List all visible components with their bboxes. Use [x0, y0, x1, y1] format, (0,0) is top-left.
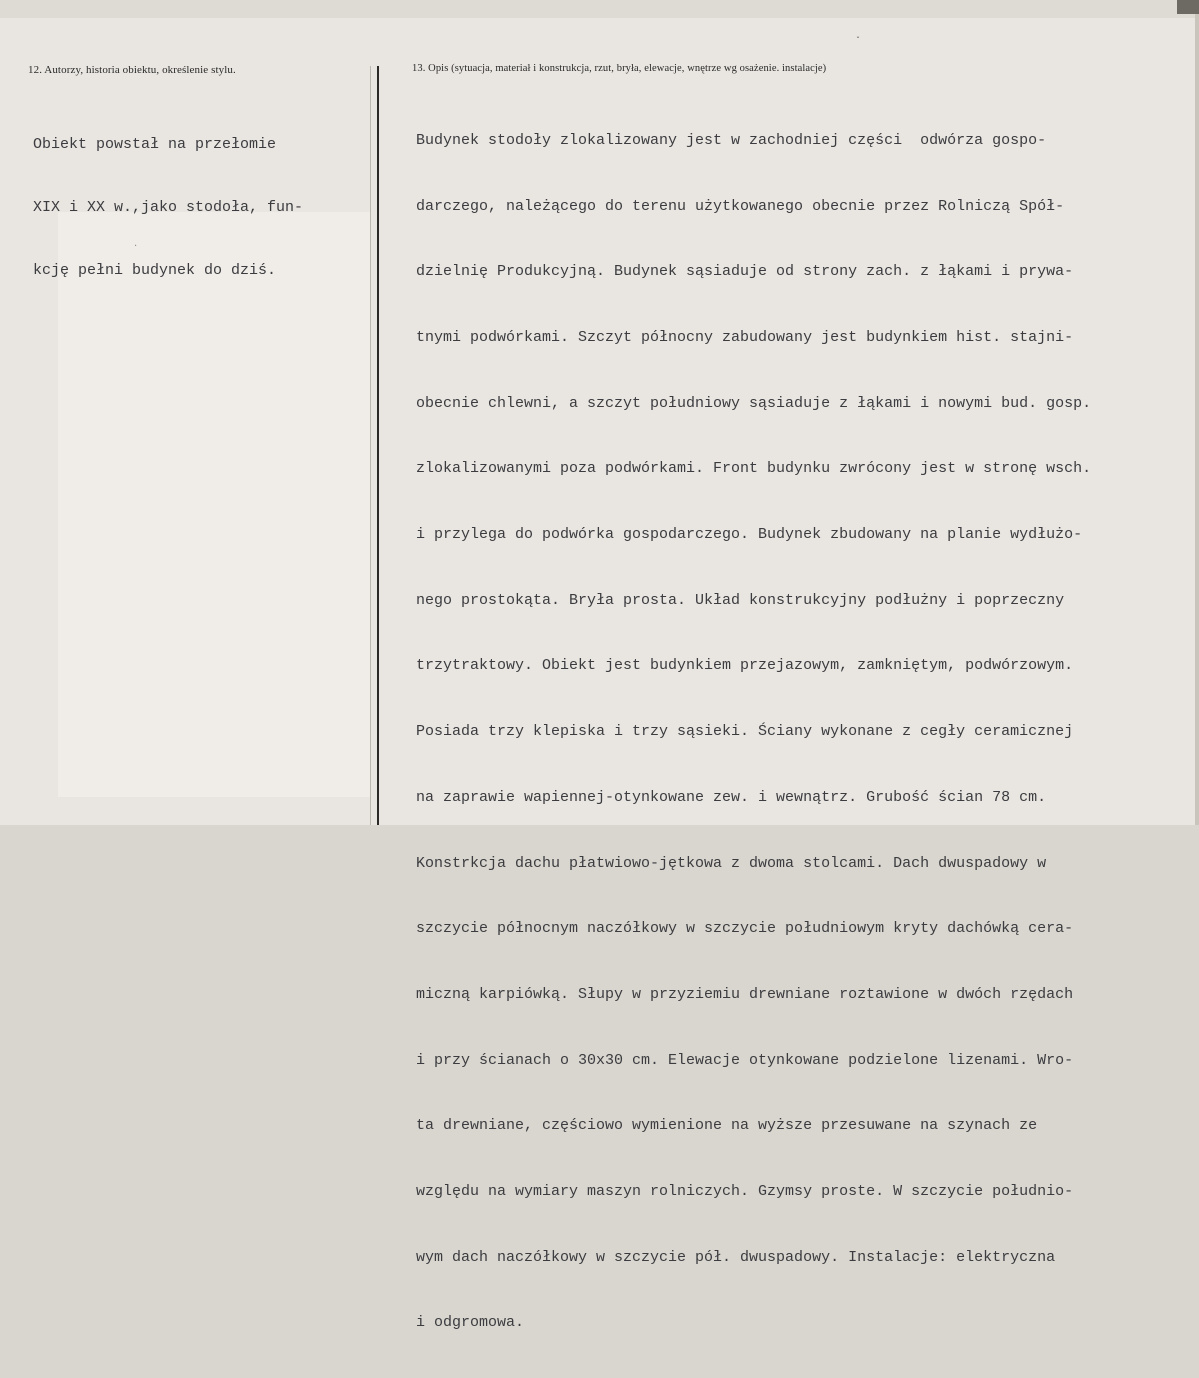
column-divider-shadow: [370, 66, 371, 825]
field-12-line: XIX i XX w.,jako stodoła, fun-: [33, 199, 304, 216]
field-13-line: i przylega do podwórka gospodarczego. Budynek zbudowany na planie wydłużo-: [416, 526, 1083, 544]
field-13-line: i odgromowa.: [416, 1314, 525, 1332]
field-13-line: na zaprawie wapiennej-otynkowane zew. i wewnątrz. Grubość ścian 78 cm.: [416, 788, 1047, 806]
field-13-line: trzytraktowy. Obiekt jest budynkiem przejazowym, zamkniętym, podwórzowym.: [416, 657, 1074, 675]
field-13-line: ta drewniane, częściowo wymienione na wyższe przesuwane na szynach ze: [416, 1117, 1038, 1135]
paper-right-edge: [1195, 0, 1199, 825]
field-13-line: wym dach naczółkowy w szczycie pół. dwuspadowy. Instalacje: elektryczna: [416, 1248, 1056, 1266]
field-13-line: Posiada trzy klepiska i trzy sąsieki. Ściany wykonane z cegły ceramicznej: [416, 723, 1074, 741]
field-13-line: miczną karpiówką. Słupy w przyziemiu drewniane roztawione w dwóch rzędach: [416, 985, 1074, 1003]
field-13-line: względu na wymiary maszyn rolniczych. Gzymsy proste. W szczycie południo-: [416, 1183, 1074, 1201]
scan-corner-shadow: [1177, 0, 1199, 14]
field-13-line: dzielnię Produkcyjną. Budynek sąsiaduje od strony zach. z łąkami i prywa-: [416, 263, 1074, 281]
ink-speck: ˇ: [856, 36, 860, 45]
field-12-line: Obiekt powstał na przełomie: [33, 136, 277, 153]
field-13-line: Budynek stodoły zlokalizowany jest w zachodniej części odwórza gospo-: [416, 131, 1047, 149]
field-13-line: obecnie chlewni, a szczyt południowy sąsiaduje z łąkami i nowymi bud. gosp.: [416, 394, 1092, 412]
field-13-line: Konstrkcja dachu płatwiowo-jętkowa z dwoma stolcami. Dach dwuspadowy w: [416, 854, 1047, 872]
paper-top-edge: [0, 0, 1199, 18]
ink-speck: .: [134, 238, 138, 249]
field-13-line: nego prostokąta. Bryła prosta. Układ konstrukcyjny podłużny i poprzeczny: [416, 591, 1065, 609]
field-13-line: i przy ścianach o 30x30 cm. Elewacje otynkowane podzielone lizenami. Wro-: [416, 1051, 1074, 1069]
field-13-header: 13. Opis (sytuacja, materiał i konstrukcja, rzut, bryła, elewacje, wnętrze wg osażenie. instalacje): [412, 63, 827, 74]
field-13-line: tnymi podwórkami. Szczyt północny zabudowany jest budynkiem hist. stajni-: [416, 328, 1074, 346]
field-13-text: [416, 86, 1091, 1378]
field-13-line: zlokalizowanymi poza podwórkami. Front budynku zwrócony jest w stronę wsch.: [416, 460, 1092, 478]
field-13-line: szczycie północnym naczółkowy w szczycie południowym kryty dachówką cera-: [416, 920, 1074, 938]
field-12-line: kcję pełni budynek do dziś.: [33, 262, 277, 279]
column-divider: [377, 66, 379, 825]
field-12-text: [33, 92, 303, 323]
field-13-line: darczego, należącego do terenu użytkowanego obecnie przez Rolniczą Spół-: [416, 197, 1065, 215]
field-12-header: 12. Autorzy, historia obiektu, określenie stylu.: [28, 64, 236, 76]
